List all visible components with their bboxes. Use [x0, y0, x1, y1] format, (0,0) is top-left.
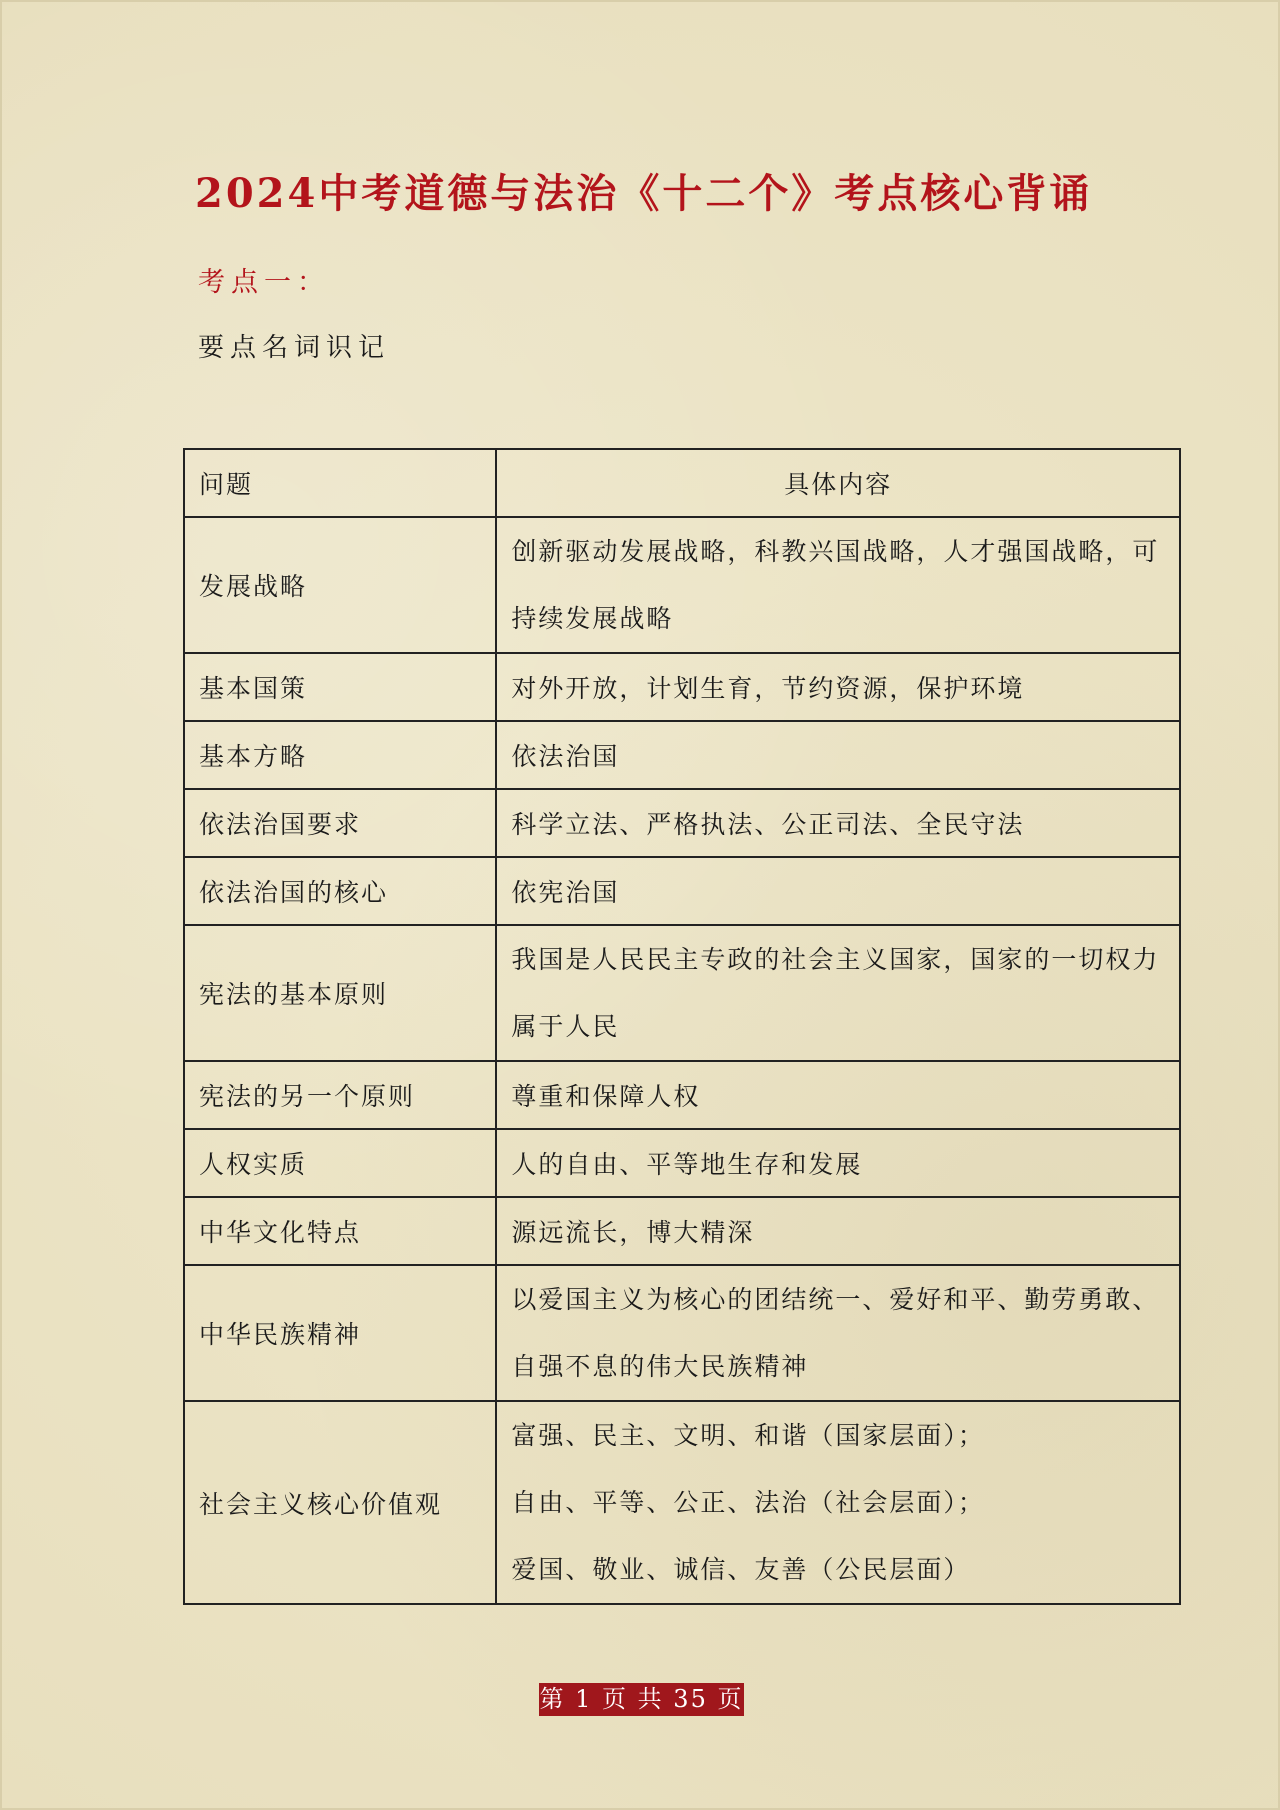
content-line: 依宪治国 [511, 878, 620, 907]
row-question: 宪法的基本原则 [184, 925, 496, 1061]
row-question: 社会主义核心价值观 [184, 1401, 496, 1604]
content-line: 属于人民 [511, 1012, 620, 1041]
table-row [184, 1129, 1180, 1197]
content-line: 我国是人民民主专政的社会主义国家，国家的一切权力 [511, 945, 1160, 974]
content-line: 对外开放，计划生育，节约资源，保护环境 [511, 674, 1025, 703]
table-row [184, 1265, 1180, 1401]
row-question: 发展战略 [184, 517, 496, 653]
row-question: 中华文化特点 [184, 1197, 496, 1265]
content-line: 自强不息的伟大民族精神 [511, 1352, 809, 1381]
content-line: 以爱国主义为核心的团结统一、爱好和平、勤劳勇敢、 [511, 1285, 1160, 1314]
row-question: 宪法的另一个原则 [184, 1061, 496, 1129]
table-row [184, 925, 1180, 1061]
page-number-badge: 第 1 页 共 35 页 [539, 1683, 744, 1716]
row-content [496, 1129, 1180, 1197]
row-content [496, 1401, 1180, 1604]
row-content [496, 857, 1180, 925]
content-line: 源远流长，博大精深 [511, 1218, 755, 1247]
table-row [184, 789, 1180, 857]
table-row [184, 1197, 1180, 1265]
row-question: 基本方略 [184, 721, 496, 789]
row-question: 人权实质 [184, 1129, 496, 1197]
row-content [496, 789, 1180, 857]
row-question: 依法治国的核心 [184, 857, 496, 925]
content-line: 尊重和保障人权 [511, 1082, 701, 1111]
row-content [496, 1197, 1180, 1265]
row-content [496, 517, 1180, 653]
content-line: 创新驱动发展战略，科教兴国战略，人才强国战略，可 [511, 537, 1160, 566]
page-title: 2024中考道德与法治《十二个》考点核心背诵 [195, 170, 1093, 217]
content-line: 富强、民主、文明、和谐（国家层面）； [511, 1421, 985, 1450]
row-content [496, 653, 1180, 721]
table-row [184, 857, 1180, 925]
table-header-row [184, 449, 1180, 517]
row-content [496, 1061, 1180, 1129]
table-row [184, 517, 1180, 653]
row-content [496, 1265, 1180, 1401]
content-line: 科学立法、严格执法、公正司法、全民守法 [511, 810, 1025, 839]
row-content [496, 925, 1180, 1061]
table-row [184, 721, 1180, 789]
row-question: 依法治国要求 [184, 789, 496, 857]
content-line: 人的自由、平等地生存和发展 [511, 1150, 863, 1179]
subheading: 要点名词识记 [198, 333, 391, 363]
row-question: 中华民族精神 [184, 1265, 496, 1401]
column-header-content: 具体内容 [496, 449, 1180, 517]
content-table [183, 448, 1181, 1605]
section-heading: 考点一： [198, 267, 330, 298]
content-line: 爱国、敬业、诚信、友善（公民层面） [511, 1555, 971, 1584]
column-header-question: 问题 [184, 449, 496, 517]
content-line: 自由、平等、公正、法治（社会层面）； [511, 1488, 985, 1517]
table-row [184, 1401, 1180, 1604]
row-content [496, 721, 1180, 789]
table-row [184, 653, 1180, 721]
content-line: 依法治国 [511, 742, 620, 771]
table-row [184, 1061, 1180, 1129]
row-question: 基本国策 [184, 653, 496, 721]
content-line: 持续发展战略 [511, 604, 674, 633]
